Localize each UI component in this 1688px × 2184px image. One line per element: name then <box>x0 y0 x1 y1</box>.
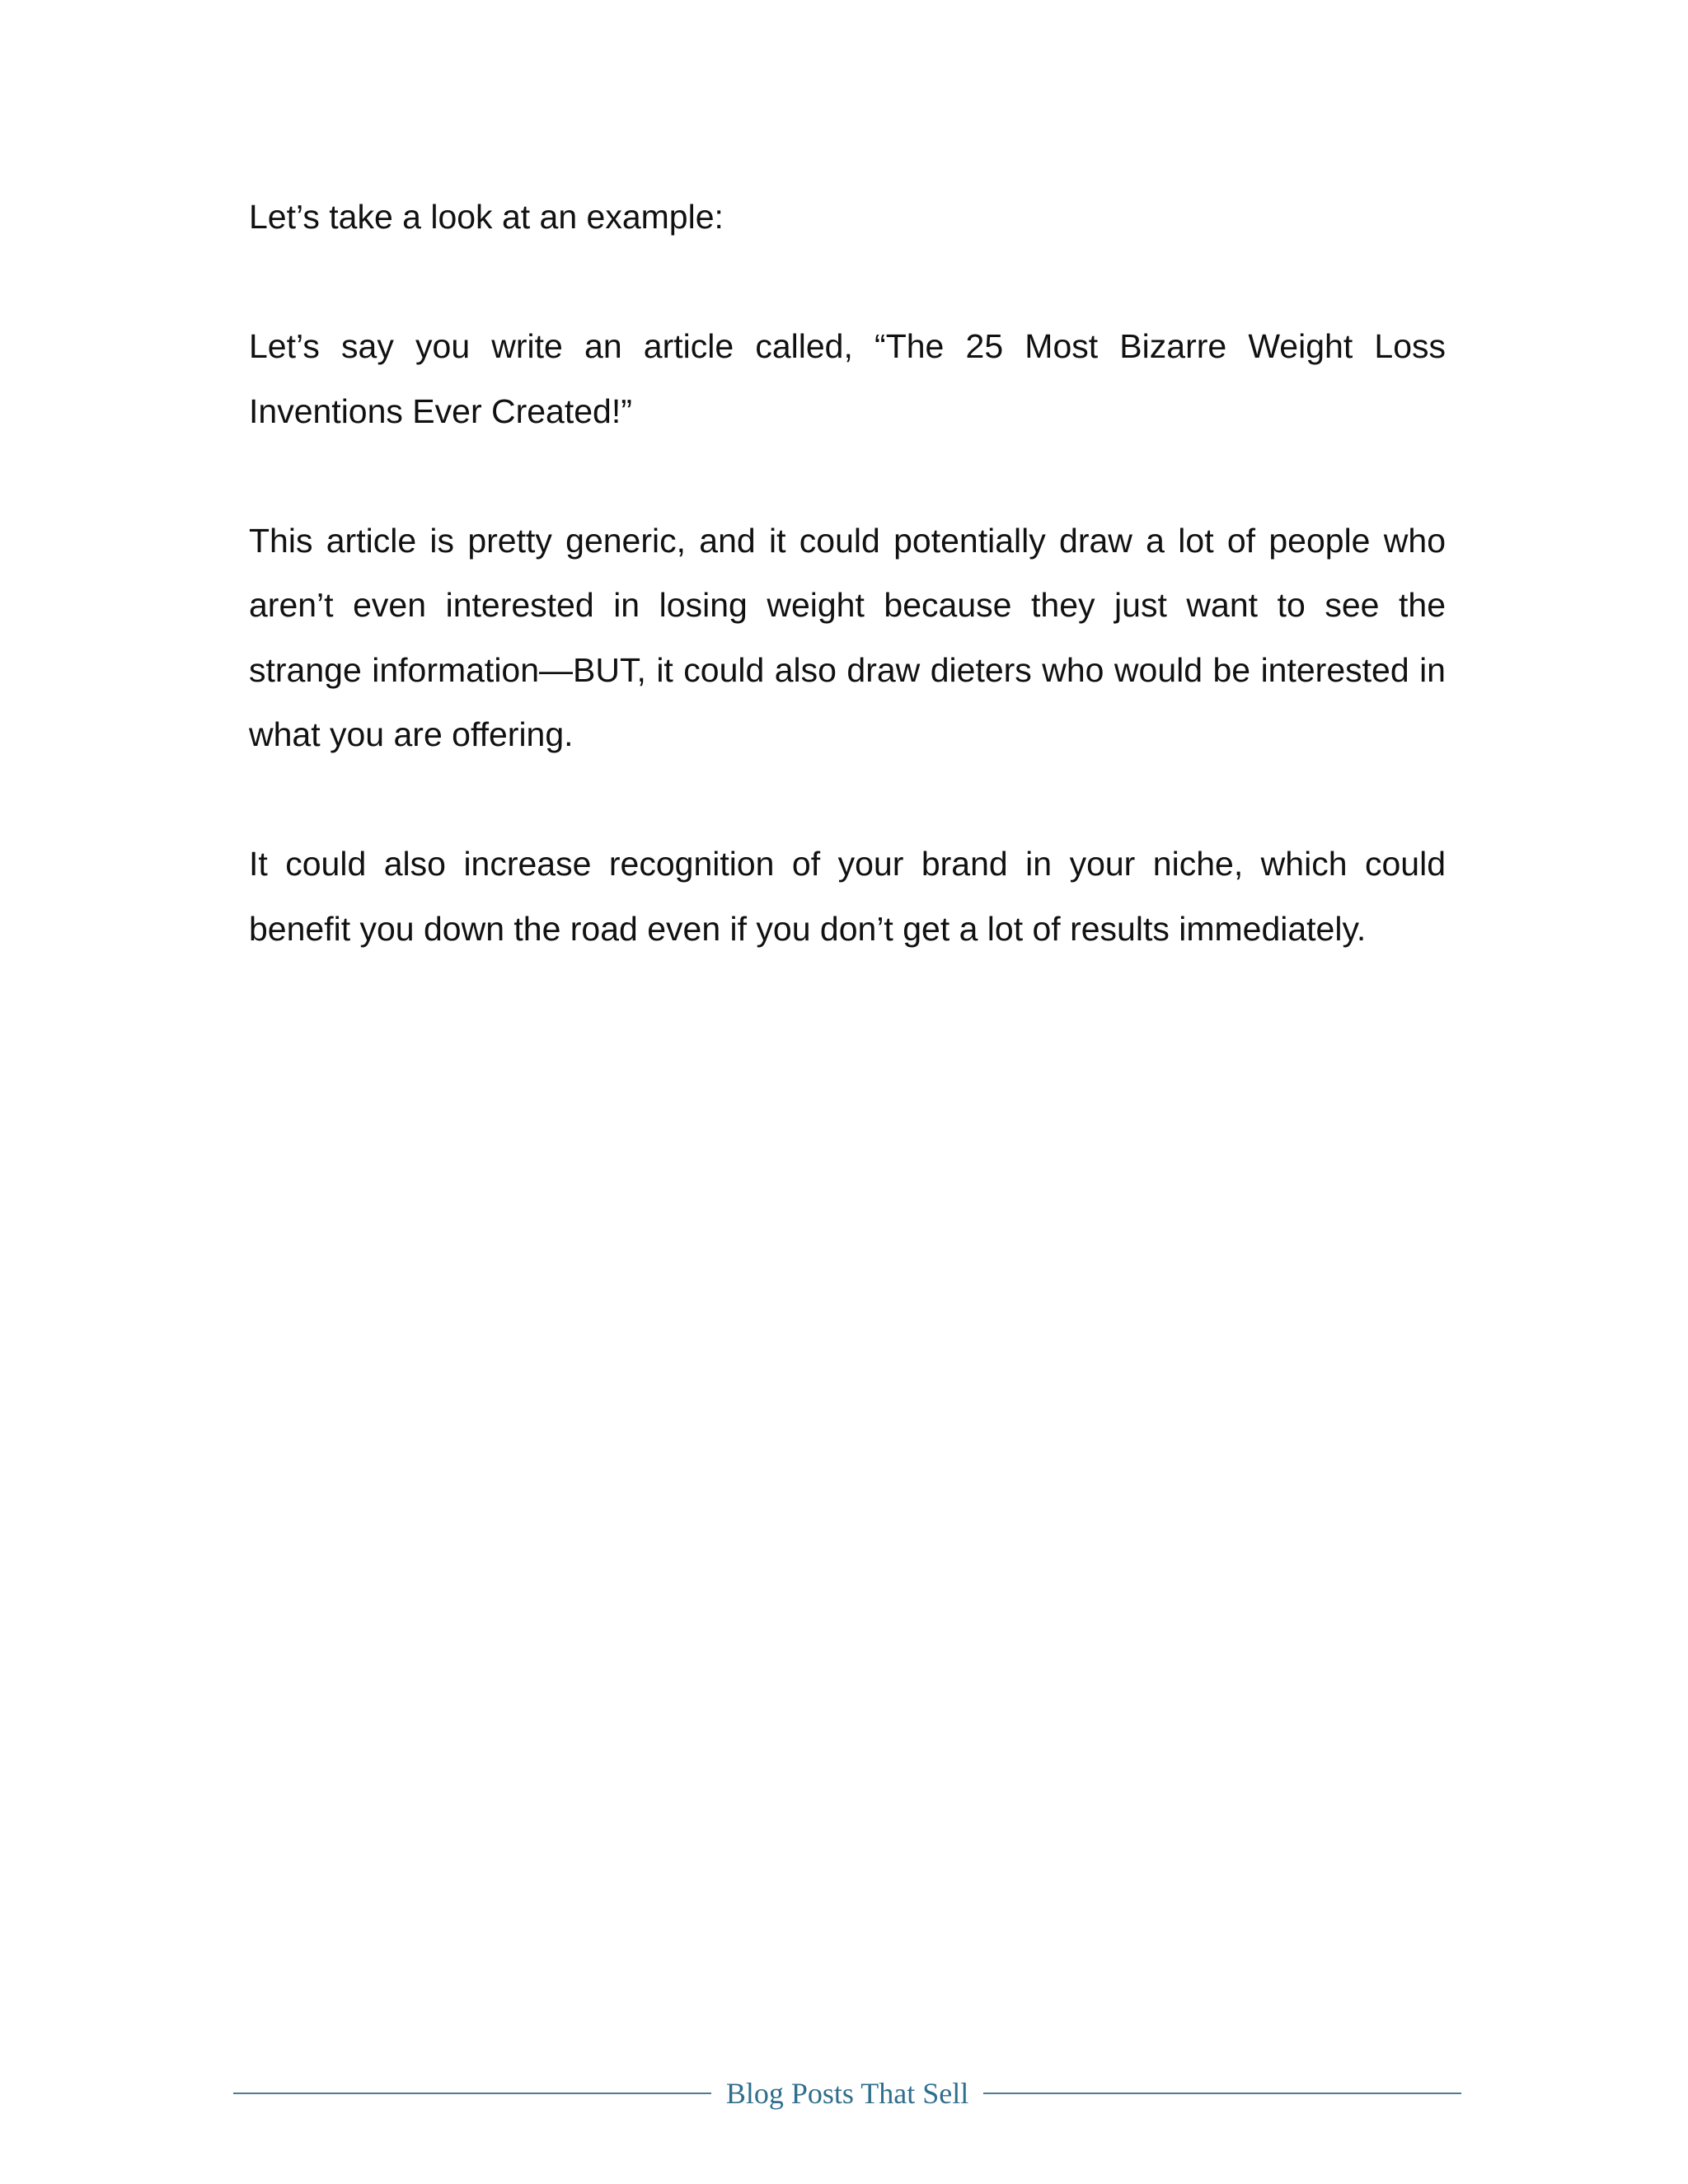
document-body <box>249 185 1446 961</box>
footer-left-rule <box>233 2093 711 2094</box>
paragraph-brand-recognition: It could also increase recognition of your brand in your niche, which could benefit you down the road even if you don’t get a lot of results immediately. <box>249 845 1446 948</box>
page-footer <box>233 2072 1461 2115</box>
paragraph-intro: Let’s take a look at an example: <box>249 198 724 236</box>
footer-title: Blog Posts That Sell <box>725 2077 969 2110</box>
paragraph-generic-article: This article is pretty generic, and it could potentially draw a lot of people who aren’t even interested in losing weight because they just want to see the strange information—BUT, it could also draw dieters who would be interested in what you are offering. <box>249 521 1446 753</box>
paragraph-article-example: Let’s say you write an article called, “The 25 Most Bizarre Weight Loss Inventions Ever Created!” <box>249 327 1446 430</box>
footer-right-rule <box>983 2093 1461 2094</box>
